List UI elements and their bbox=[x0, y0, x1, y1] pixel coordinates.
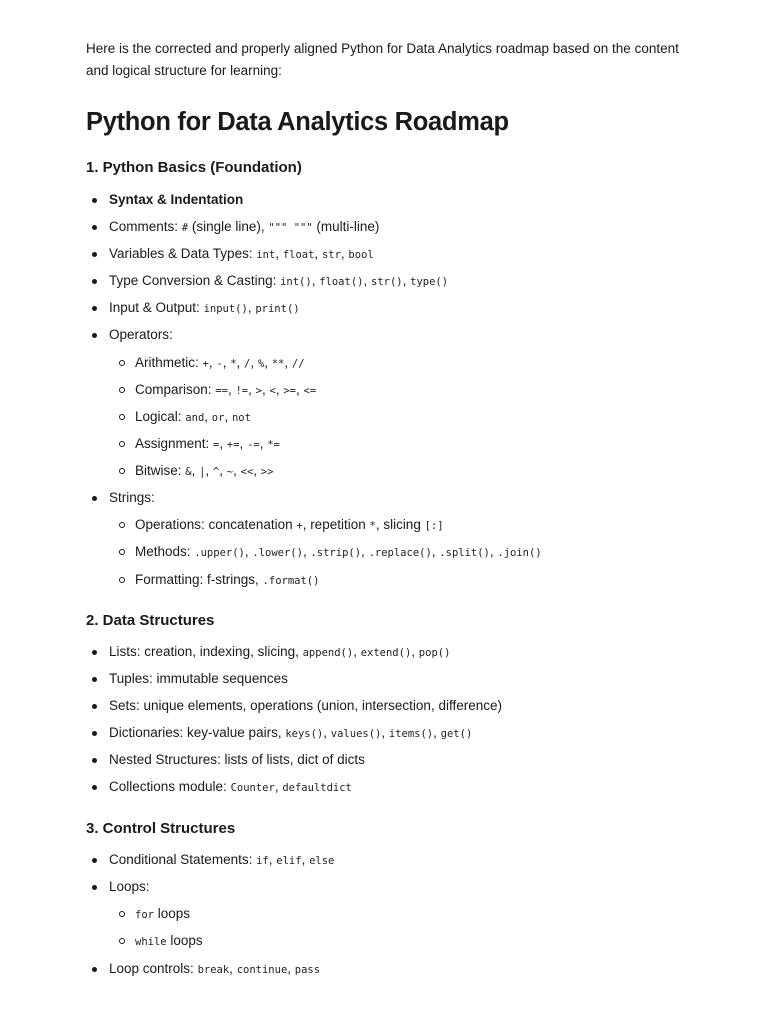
list-item-loop-controls: Loop controls: break, continue, pass bbox=[109, 959, 320, 980]
sublist-item-string-formatting: Formatting: f-strings, .format() bbox=[135, 570, 319, 591]
list-item-sets: Sets: unique elements, operations (union, intersection, difference) bbox=[109, 696, 502, 716]
intro-paragraph: Here is the corrected and properly aligned Python for Data Analytics roadmap based on the content and logical structure for learning: bbox=[86, 41, 679, 78]
sublist-item-bitwise: Bitwise: &, |, ^, ~, <<, >> bbox=[135, 461, 273, 482]
list-item-strings: Strings: bbox=[109, 488, 155, 508]
list-item-comments: Comments: # (single line), """ """ (multi-line) bbox=[109, 217, 379, 238]
list-item-tuples: Tuples: immutable sequences bbox=[109, 669, 288, 689]
list-item-collections-module: Collections module: Counter, defaultdict bbox=[109, 777, 352, 798]
sublist-item-while-loops: while loops bbox=[135, 931, 203, 952]
sublist-item-string-operations: Operations: concatenation +, repetition *, slicing [:] bbox=[135, 515, 444, 536]
list-item-variables: Variables & Data Types: int, float, str, bool bbox=[109, 244, 374, 265]
sublist-item-logical: Logical: and, or, not bbox=[135, 407, 251, 428]
list-item-dictionaries: Dictionaries: key-value pairs, keys(), values(), items(), get() bbox=[109, 723, 472, 744]
section-heading-control-structures: 3. Control Structures bbox=[86, 820, 236, 837]
sublist-item-assignment: Assignment: =, +=, -=, *= bbox=[135, 434, 280, 455]
list-item-operators: Operators: bbox=[109, 325, 173, 345]
list-item-input-output: Input & Output: input(), print() bbox=[109, 298, 300, 319]
sublist-item-string-methods: Methods: .upper(), .lower(), .strip(), .replace(), .split(), .join() bbox=[135, 542, 542, 563]
list-item-syntax: Syntax & Indentation bbox=[109, 190, 243, 210]
list-item-conditional-statements: Conditional Statements: if, elif, else bbox=[109, 850, 334, 871]
sublist-item-comparison: Comparison: ==, !=, >, <, >=, <= bbox=[135, 380, 316, 401]
sublist-item-for-loops: for loops bbox=[135, 904, 190, 925]
list-item-nested-structures: Nested Structures: lists of lists, dict of dicts bbox=[109, 750, 365, 770]
page-title: Python for Data Analytics Roadmap bbox=[86, 108, 509, 136]
section-heading-python-basics: 1. Python Basics (Foundation) bbox=[86, 159, 302, 176]
list-item-lists: Lists: creation, indexing, slicing, append(), extend(), pop() bbox=[109, 642, 450, 663]
list-item-type-conversion: Type Conversion & Casting: int(), float(), str(), type() bbox=[109, 271, 448, 292]
section-heading-data-structures: 2. Data Structures bbox=[86, 612, 215, 629]
sublist-item-arithmetic: Arithmetic: +, -, *, /, %, **, // bbox=[135, 353, 305, 374]
list-item-loops: Loops: bbox=[109, 877, 150, 897]
